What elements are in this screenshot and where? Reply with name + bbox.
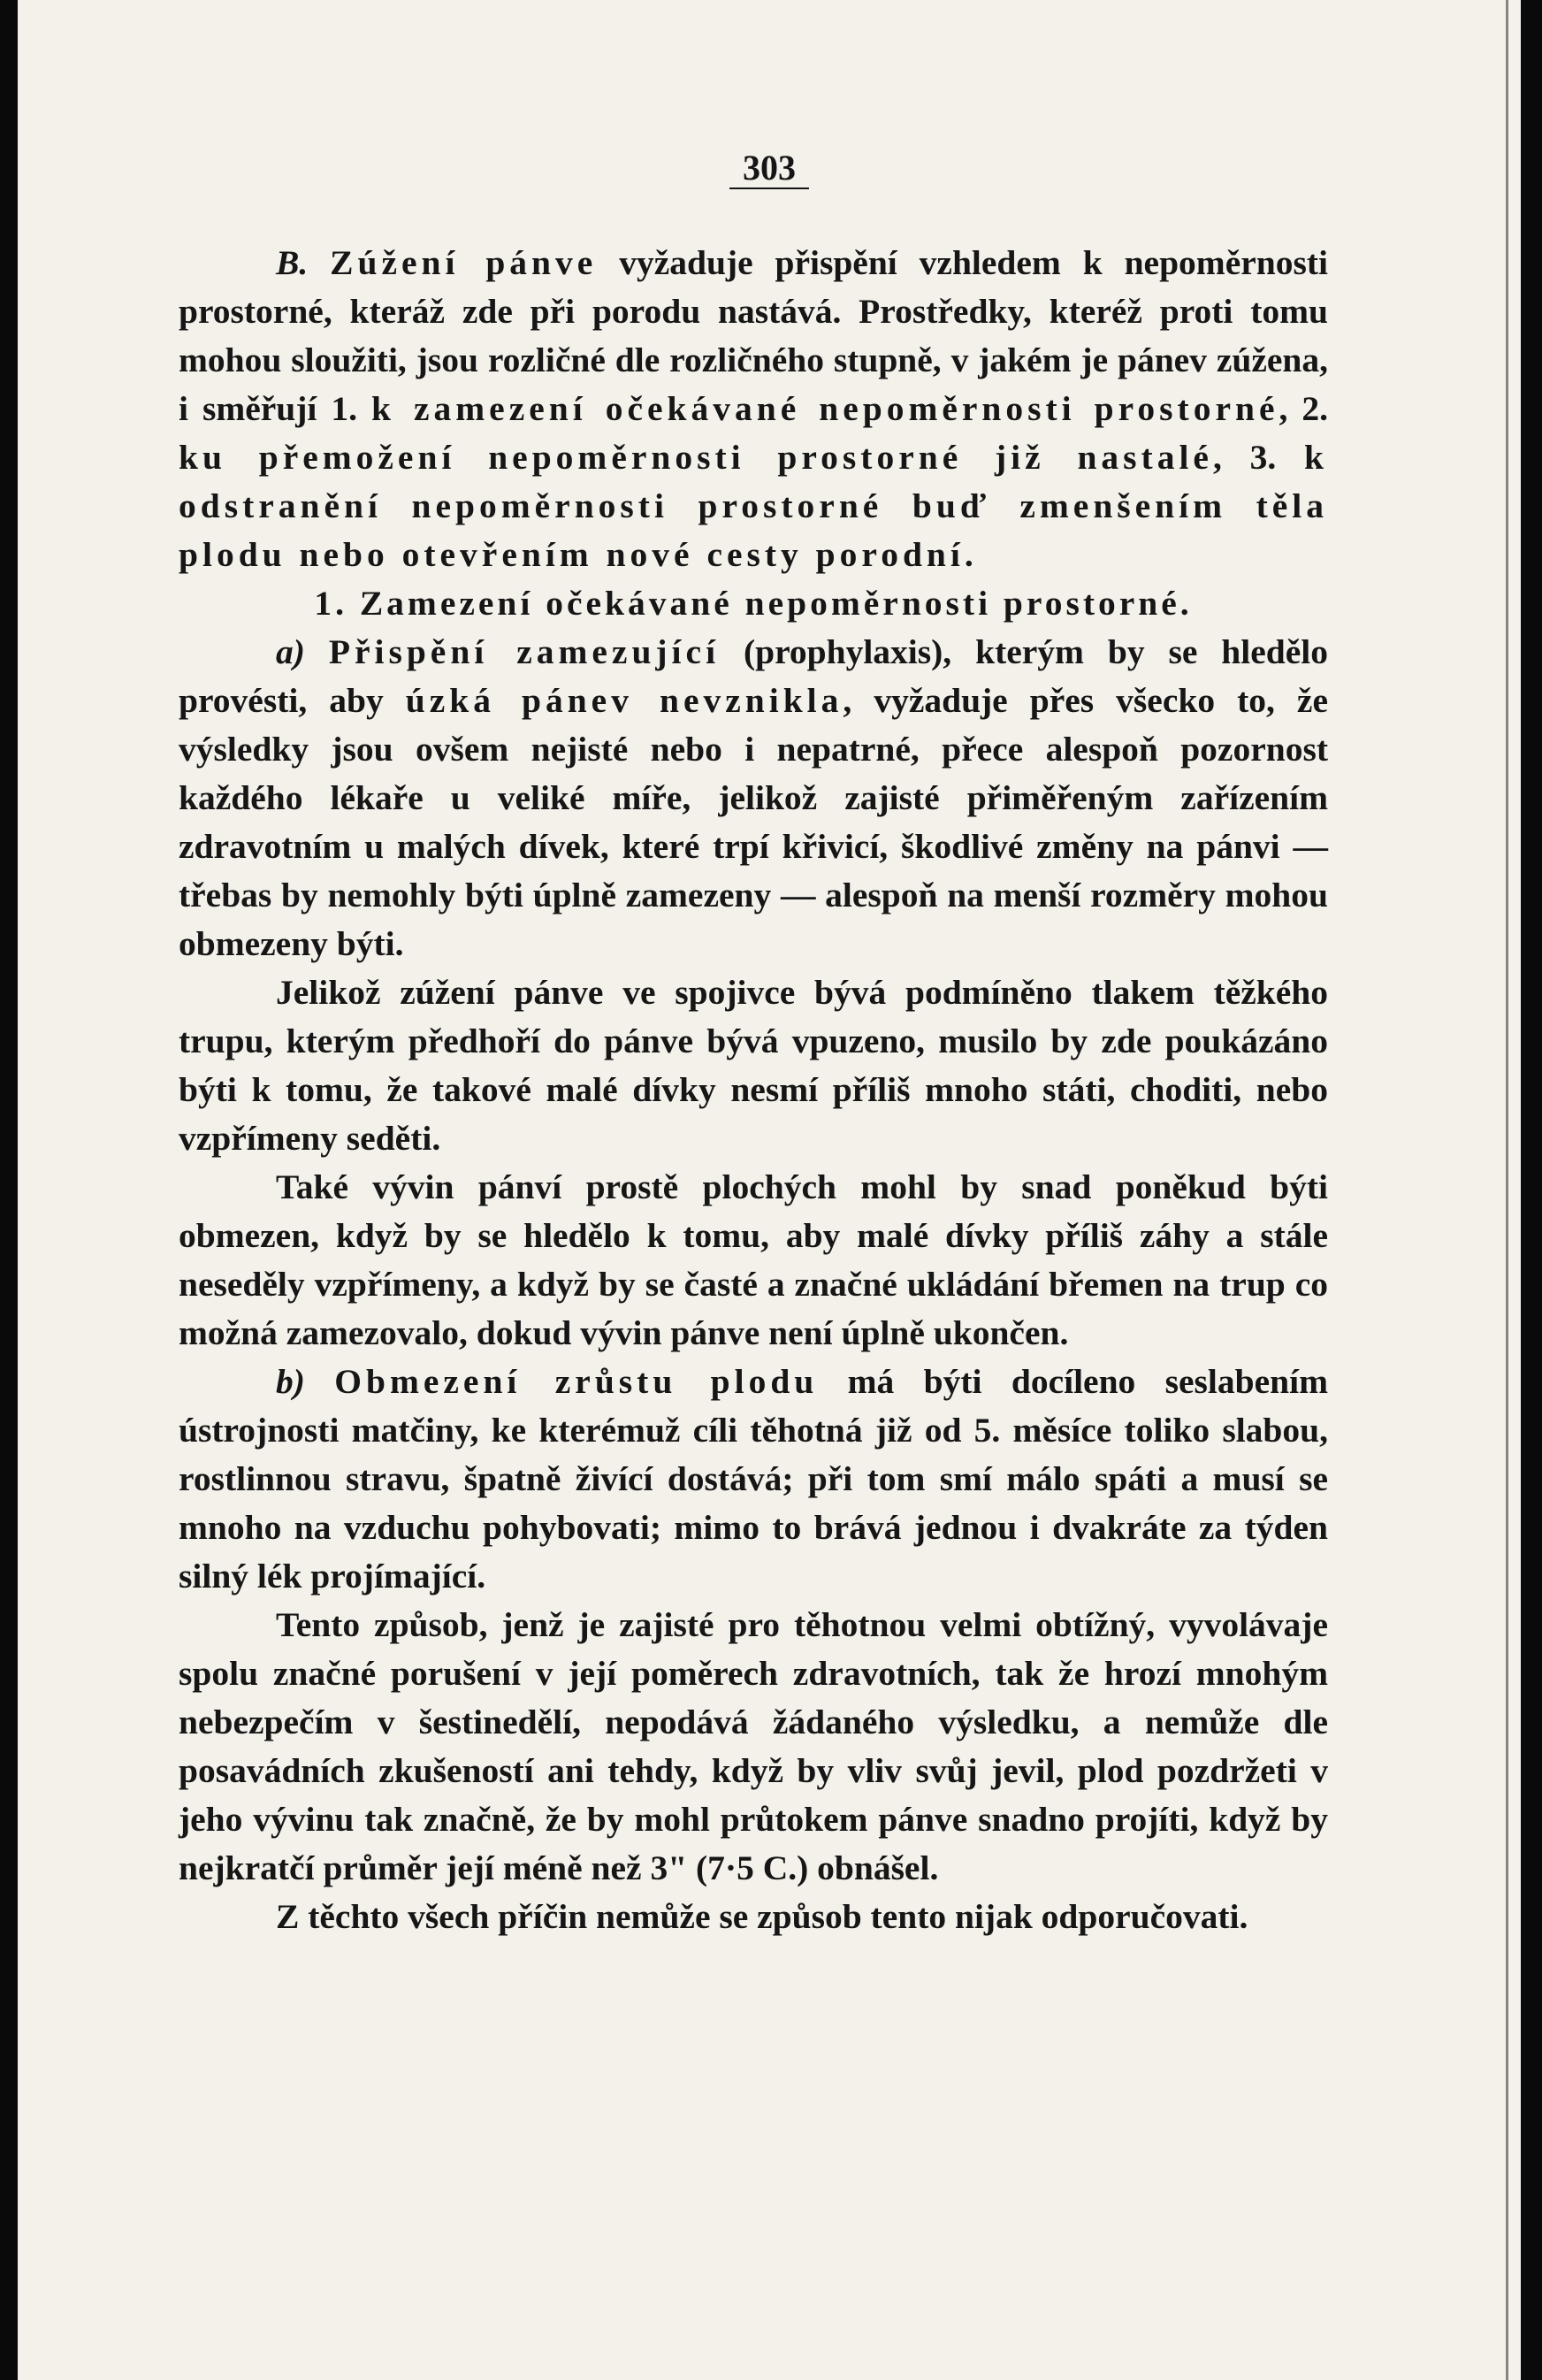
term-narrow-pelvis: úzká pánev nevznikla — [405, 681, 844, 720]
paragraph-prophylaxis — [179, 628, 1328, 968]
term-growth-limitation: Obmezení zrůstu plodu — [334, 1362, 819, 1401]
paragraph-conclusion: Z těchto všech příčin nemůže se způsob tento nijak odporučovati. — [276, 1897, 1248, 1936]
paragraph-text: , 2. — [1279, 389, 1328, 428]
paragraph-trunk-pressure: Jelikož zúžení pánve ve spojivce bývá podmíněno tlakem těžkého trupu, kterým předhoří do pánve bývá vpuzeno, musilo by zde poukázáno býti k tomu, že takové malé dívky nesmí příliš mnoho státi, choditi, nebo vzpřímeny seděti. — [179, 973, 1328, 1158]
term-preventive-help: Přispění zamezující — [328, 632, 721, 671]
paragraph-narrowed-pelvis — [179, 239, 1328, 579]
term-removal: k odstranění nepoměrnosti prostorné buď zmenšením těla plodu nebo otevřením nové cesty porodní — [179, 438, 1329, 574]
section-label-b: B. — [276, 243, 309, 282]
paragraph-growth-limitation — [179, 1358, 1328, 1601]
item-label-a: a) — [276, 632, 305, 671]
paragraph-text: má býti docíleno seslabením ústrojnosti matčiny, ke kterémuž cíli těhotná již od 5. měsíce toliko slabou, rostlinnou stravu, špatně živící dostává; při tom smí málo spáti a musí se mnoho na vzduchu pohybovati; mimo to brává jednou i dvakráte za týden silný lék projímající. — [179, 1362, 1329, 1596]
paragraph-method-evaluation: Tento způsob, jenž je zajisté pro těhotnou velmi obtížný, vyvolávaje spolu značné porušení v její poměrech zdravotních, tak že hrozí mnohým nebezpečím v šestinedělí, nepodává žádaného výsledku, a nemůže dle posavádních zkušeností ani tehdy, když by vliv svůj jevil, plod pozdržeti v jeho vývinu tak značně, že by mohl průtokem pánve snadno projíti, když by nejkratčí průměr její méně než 3" (7·5 C.) obnášel. — [179, 1605, 1328, 1887]
paragraph-flat-pelvis: Také vývin pánví prostě plochých mohl by snad poněkud býti obmezen, když by se hledělo k tomu, aby malé dívky příliš záhy a stále neseděly vzpřímeny, a když by se časté a značné ukládání břemen na trup co možná zamezovalo, dokud vývin pánve není úplně ukončen. — [179, 1167, 1328, 1352]
paragraph-text: (prophylaxis), kterým by se hledělo provésti, aby — [179, 632, 1328, 720]
book-page — [18, 0, 1521, 2380]
section-heading: 1. Zamezení očekávané nepoměrnosti prostorné. — [314, 584, 1193, 623]
paragraph-text: , vyžaduje přes všecko to, že výsledky jsou ovšem nejisté nebo i nepatrné, přece alespoň pozornost každého lékaře u veliké míře, jelikož zajisté přiměřeným zařízením zdravotním u malých dívek, které trpí křivicí, škodlivé změny na pánvi — třebas by nemohly býti úplně zamezeny — alespoň na menší rozměry mohou obmezeny býti. — [179, 681, 1328, 963]
paragraph-text: , 3. — [1212, 438, 1305, 477]
term-overcoming: ku přemožení nepoměrnosti prostorné již nastalé — [179, 438, 1213, 477]
page-number: 303 — [729, 150, 809, 189]
term-prevention: k zamezení očekávané nepoměrnosti prostorné — [371, 389, 1279, 428]
term-narrowed-pelvis: Zúžení pánve — [330, 243, 598, 282]
body-text — [179, 239, 1328, 1941]
paragraph-text: vyžaduje přispění vzhledem k nepoměrnosti prostorné, kteráž zde při porodu nastává. Prostředky, kteréž proti tomu mohou sloužiti, jsou rozličné dle rozličného stupně, v jakém je pánev zúžena, i směřují 1. — [179, 243, 1328, 428]
paragraph-text: . — [964, 535, 973, 574]
item-label-b: b) — [276, 1362, 305, 1401]
page-edge-shadow — [1506, 0, 1508, 2380]
